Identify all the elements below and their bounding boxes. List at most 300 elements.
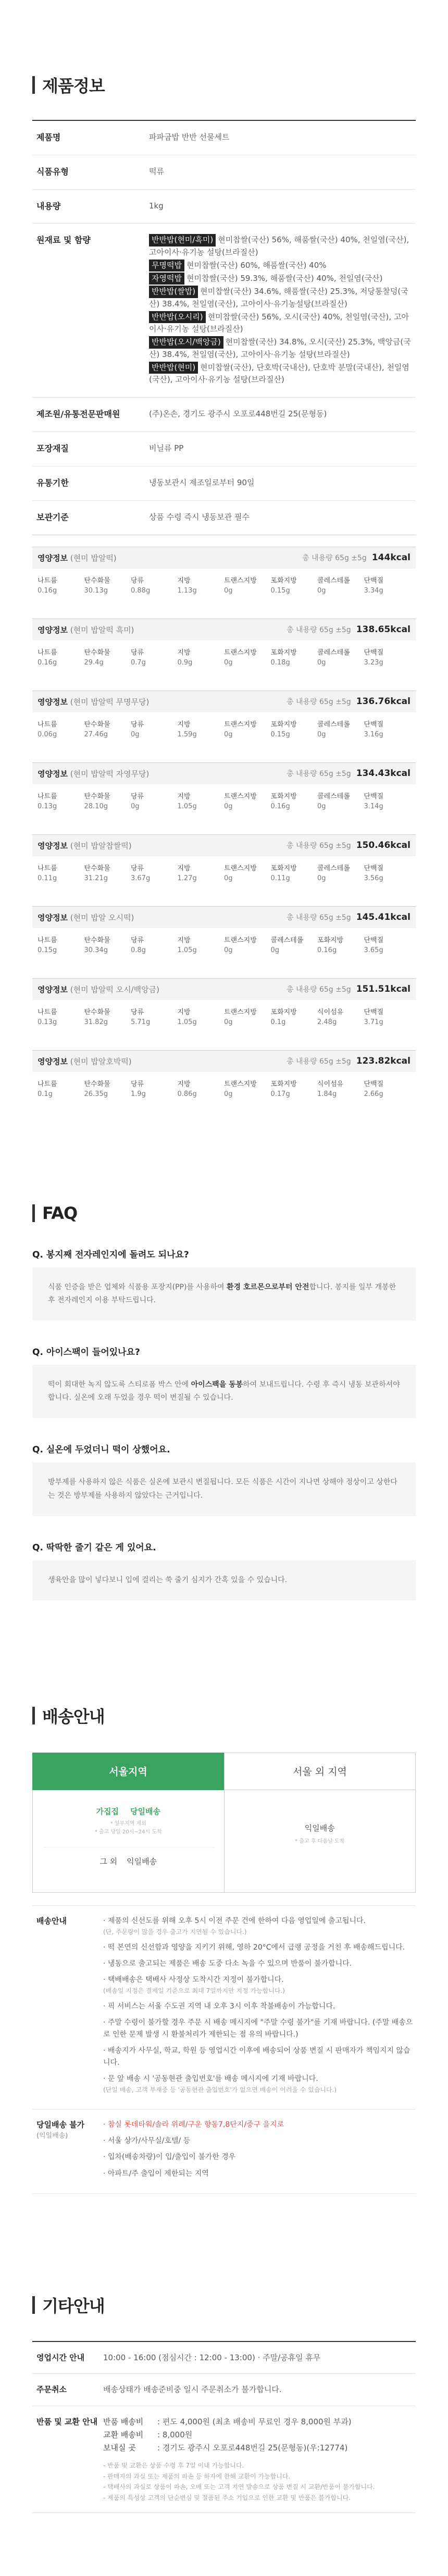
faq-item[interactable] bbox=[32, 1442, 416, 1515]
shipping-guide-label: 배송안내 bbox=[36, 1916, 67, 1926]
nutrient-value: 3.34g bbox=[364, 586, 383, 595]
ingredient-text: 현미찹쌀(국산) 59.3%, 해품쌀(국산) 40%, 천일염(국산) bbox=[186, 274, 383, 284]
nutrient-label: 포화지방 bbox=[270, 864, 297, 872]
nutrient-value: 3.14g bbox=[364, 802, 383, 810]
nutrient-label: 당류 bbox=[131, 576, 144, 585]
nutrition-header bbox=[32, 691, 416, 712]
nutrient-label: 트랜스지방 bbox=[224, 720, 257, 729]
shipping-guide-item: · 문 앞 배송 시 '공동현관 출입번호'를 배송 메시지에 기재 바랍니다. (단일 배송, 고객 부재중 등 '공동현관 출입번호'가 없으면 배송이 어려울 수 있습니다.) bbox=[103, 2073, 416, 2096]
nutrient-label: 탄수화물 bbox=[84, 1008, 110, 1016]
nutrition-title-group bbox=[38, 984, 159, 995]
nutrient-label: 지방 bbox=[177, 1080, 191, 1088]
info-value: (주)온손, 경기도 광주시 오포로448번길 25(문형동) bbox=[149, 409, 327, 419]
nutrient-value: 0.15g bbox=[270, 730, 290, 738]
cancel-label: 주문취소 bbox=[36, 2385, 67, 2395]
next-day-note: * 출고 후 다음날 도착 bbox=[295, 1838, 345, 1844]
info-label: 제품명 bbox=[36, 132, 61, 142]
nutrient-value: 31.21g bbox=[84, 874, 108, 882]
same-day-area: 가집집 bbox=[96, 1806, 119, 1816]
nutrient-value: 1.9g bbox=[131, 1090, 146, 1098]
info-row bbox=[32, 398, 416, 432]
nutrition-kcal: 138.65kcal bbox=[356, 624, 410, 635]
ingredient-text: 현미찹쌀(국산), 단호박(국내산), 단호박 분말(국내산), 천일염(국산), 고아이사·유기농 설탕(브라질산) bbox=[149, 362, 409, 385]
ingredient-tag: 무명떡밥 bbox=[149, 260, 184, 272]
title-bar bbox=[32, 1204, 35, 1222]
faq-question[interactable]: Q. 아이스팩이 들어있나요? bbox=[32, 1347, 140, 1358]
title-bar bbox=[32, 1707, 35, 1724]
nutrient-label: 지방 bbox=[177, 864, 191, 872]
nutrient-value: 0.11g bbox=[270, 874, 290, 882]
info-value: 냉동보관시 제조일로부터 90일 bbox=[149, 477, 255, 487]
nutrient-value: 1.05g bbox=[177, 1018, 197, 1026]
ingredient-line bbox=[149, 260, 416, 272]
ingredient-text: 현미찹쌀(국산) 34.8%, 오시(국산) 25.3%, 백앙금(국산) 38.4%, 천일염(국산), 고아이사·유기농 설탕(브라질산) bbox=[149, 337, 411, 359]
nutrition-box bbox=[32, 762, 416, 817]
return-row bbox=[32, 2406, 416, 2513]
hours-label: 영업시간 안내 bbox=[36, 2352, 85, 2362]
nutrient-label: 트랜스지방 bbox=[224, 1008, 257, 1016]
nutrient-value: 0.06g bbox=[38, 730, 57, 738]
nutrient-label: 단백질 bbox=[364, 648, 384, 657]
ingredient-text: 현미찹쌀(국산) 60%, 해품쌀(국산) 40% bbox=[186, 260, 327, 270]
info-label: 보관기준 bbox=[36, 512, 69, 522]
shipping-region-panels bbox=[32, 1790, 416, 1893]
product-info-section bbox=[32, 0, 416, 1104]
nutrition-header bbox=[32, 907, 416, 928]
nutrient-label: 트랜스지방 bbox=[224, 1080, 257, 1088]
nutrition-kcal: 150.46kcal bbox=[356, 840, 410, 851]
info-row bbox=[32, 190, 416, 224]
info-value: 떡류 bbox=[149, 166, 164, 176]
other-area-label: 그 외 bbox=[99, 1856, 118, 1866]
nutrient-label: 포화지방 bbox=[270, 648, 297, 657]
nutrient-value: 0.16g bbox=[38, 658, 57, 667]
unavailable-item: · 아파트/주 출입이 제한되는 지역 bbox=[103, 2169, 209, 2178]
nutrient-label: 당류 bbox=[131, 864, 144, 872]
ingredient-text: 현미찹쌀(국산) 34.6%, 해품쌀(국산) 25.3%, 저당통찰덩(국산) 38.4%, 천일염(국산), 고아이사·유기농설탕(브라질산) bbox=[149, 287, 408, 309]
shipping-guide-note: (단, 주문량이 많을 경우 출고가 지연될 수 있습니다.) bbox=[103, 1928, 247, 1936]
info-row bbox=[32, 501, 416, 535]
tab-seoul[interactable]: 서울지역 bbox=[32, 1753, 224, 1790]
return-info bbox=[103, 2415, 416, 2503]
info-label: 제조원/유통전문판매원 bbox=[36, 409, 120, 420]
nutrition-grid bbox=[32, 712, 416, 741]
nutrition-serving: 총 내용량 65g ±5g bbox=[287, 842, 351, 851]
nutrient-value: 0.16g bbox=[317, 946, 337, 954]
nutrition-summary bbox=[287, 984, 410, 994]
nutrient-label: 콜레스테롤 bbox=[317, 648, 350, 657]
shipping-title-text: 배송안내 bbox=[42, 1706, 105, 1727]
nutrient-value: 2.48g bbox=[317, 1018, 337, 1026]
nutrient-value: 3.65g bbox=[364, 946, 383, 954]
unavailable-label bbox=[32, 2119, 103, 2184]
nutrient-label: 당류 bbox=[131, 792, 144, 800]
nutrition-subtitle: (현미 밥알떡 오시/백앙금) bbox=[67, 984, 159, 994]
nutrient-value: 0g bbox=[224, 1018, 233, 1026]
ingredients-list bbox=[149, 234, 416, 387]
info-row-ingredients bbox=[32, 224, 416, 398]
shipping-guide-item: · 주말 수령이 불가할 경우 주문 시 배송 메시지에 "주말 수령 불가"를 기재 바랍니다. (주말 배송으로 인한 문제 발생 시 환불처리가 제한되는 점 유의 바랍니다.) bbox=[103, 2018, 413, 2039]
nutrient-value: 3.56g bbox=[364, 874, 383, 882]
nutrient-label: 콜레스테롤 bbox=[270, 936, 304, 944]
same-day-label: 당일배송 bbox=[130, 1806, 160, 1816]
ingredient-tag: 반반밥(오시리) bbox=[149, 311, 206, 323]
nutrient-label: 나트륨 bbox=[38, 792, 57, 800]
ingredient-tag: 반반밥(현미/흑미) bbox=[149, 234, 216, 246]
product-info-title bbox=[32, 73, 416, 97]
nutrition-kcal: 145.41kcal bbox=[356, 912, 410, 923]
nutrition-subtitle: (현미 밥알떡) bbox=[67, 553, 117, 563]
faq-item[interactable] bbox=[32, 1247, 416, 1321]
faq-answer: 생육안을 많이 넣다보니 입에 걸리는 쑥 줄기 심지가 간혹 있을 수 있습니다. bbox=[32, 1560, 416, 1600]
nutrition-serving: 총 내용량 65g ±5g bbox=[287, 985, 351, 994]
nutrition-box bbox=[32, 834, 416, 889]
nutrient-value: 0.9g bbox=[177, 658, 193, 667]
nutrition-title: 영양정보 bbox=[38, 697, 68, 707]
ingredient-tag: 반반밥(현미) bbox=[149, 362, 198, 374]
nutrient-label: 탄수화물 bbox=[84, 864, 110, 872]
shipping-info-table bbox=[32, 1905, 416, 2194]
nutrient-value: 0.88g bbox=[131, 586, 151, 595]
nutrition-header bbox=[32, 979, 416, 1000]
nutrition-list bbox=[32, 547, 416, 1104]
faq-question[interactable]: Q. 딱딱한 줄기 같은 게 있어요. bbox=[32, 1542, 156, 1553]
unavailable-list bbox=[103, 2119, 416, 2184]
nutrient-value: 0.15g bbox=[38, 946, 57, 954]
nutrient-label: 트랜스지방 bbox=[224, 792, 257, 800]
shipping-guide-note: (배송일 지정은 결제일 기준으로 최대 7일까지만 지정 가능합니다.) bbox=[103, 1987, 285, 1995]
nutrient-label: 포화지방 bbox=[270, 576, 297, 585]
info-value: 1kg bbox=[149, 201, 164, 211]
nutrient-value: 0.17g bbox=[270, 1090, 290, 1098]
other-info-title-text: 기타안내 bbox=[42, 2296, 105, 2316]
shipping-guide-note: (단일 배송, 고객 부재중 등 '공동현관 출입번호'가 없으면 배송이 어려울 수 있습니다.) bbox=[103, 2086, 337, 2094]
nutrition-serving: 총 내용량 65g ±5g bbox=[287, 770, 351, 779]
nutrition-subtitle: (현미 밥알 오시떡) bbox=[67, 913, 134, 922]
nutrient-label: 당류 bbox=[131, 720, 144, 729]
nutrition-serving: 총 내용량 65g ±5g bbox=[302, 554, 367, 563]
nutrient-value: 0.7g bbox=[131, 658, 146, 667]
nutrient-label: 지방 bbox=[177, 1008, 191, 1016]
nutrition-title-group bbox=[38, 552, 117, 563]
return-line bbox=[103, 2415, 416, 2429]
faq-answer: 떡이 회대한 녹지 않도록 스티로폼 박스 안에 아이스팩을 동봉하여 보내드립니다. 수령 후 즉시 냉동 보관하셔야 합니다. 실온에 오래 두었을 경우 떡이 변질될 수 있습니다. bbox=[32, 1365, 416, 1418]
faq-item[interactable] bbox=[32, 1345, 416, 1418]
nutrient-label: 단백질 bbox=[364, 1008, 384, 1016]
return-note: - 판매자의 과실 또는 제품의 파손 등 하자에 한해 교환이 가능합니다. bbox=[103, 2472, 291, 2480]
nutrient-label: 당류 bbox=[131, 936, 144, 944]
nutrient-value: 0.1g bbox=[270, 1018, 286, 1026]
nutrient-label: 탄수화물 bbox=[84, 792, 110, 800]
nutrition-subtitle: (현미 밥알떡 무명무당) bbox=[67, 697, 150, 707]
nutrient-value: 28.10g bbox=[84, 802, 108, 810]
unavailable-label-text: 당일배송 불가 bbox=[36, 2120, 85, 2130]
nutrient-value: 5.71g bbox=[131, 1018, 151, 1026]
nutrient-value: 0g bbox=[317, 730, 326, 738]
nutrient-value: 26.35g bbox=[84, 1090, 108, 1098]
seoul-panel bbox=[33, 1790, 225, 1892]
nutrition-box bbox=[32, 619, 416, 673]
shipping-guide-item: · 제품의 신선도를 위해 오후 5시 이전 주문 건에 한하여 다음 영업일에 출고됩니다. (단, 주문량이 많을 경우 출고가 지연될 수 있습니다.) bbox=[103, 1915, 416, 1938]
nutrient-label: 식이섬유 bbox=[317, 1008, 344, 1016]
nutrient-value: 1.05g bbox=[177, 802, 197, 810]
return-key: 교환 배송비 bbox=[103, 2430, 144, 2439]
nutrient-value: 0g bbox=[224, 802, 233, 810]
return-line bbox=[103, 2442, 416, 2455]
nutrient-value: 0.13g bbox=[38, 802, 57, 810]
ingredient-tag: 반반밥(쌀밥) bbox=[149, 286, 198, 298]
nutrition-serving: 총 내용량 65g ±5g bbox=[287, 698, 351, 707]
nutrient-label: 콜레스테롤 bbox=[317, 792, 350, 800]
cancel-value: 배송상태가 배송준비중 일시 주문취소가 불가합니다. bbox=[103, 2385, 282, 2395]
nutrient-value: 0g bbox=[224, 586, 233, 595]
nutrient-label: 단백질 bbox=[364, 576, 384, 585]
nutrient-value: 1.59g bbox=[177, 730, 197, 738]
nutrient-value: 30.34g bbox=[84, 946, 108, 954]
nutrient-value: 0g bbox=[224, 658, 233, 667]
nutrient-label: 단백질 bbox=[364, 936, 384, 944]
nutrient-label: 나트륨 bbox=[38, 1080, 57, 1088]
nutrient-value: 0.11g bbox=[38, 874, 57, 882]
return-lines bbox=[103, 2415, 416, 2454]
nutrient-label: 나트륨 bbox=[38, 936, 57, 944]
other-info-section bbox=[32, 2293, 416, 2513]
nutrient-value: 1.27g bbox=[177, 874, 197, 882]
nutrient-label: 트랜스지방 bbox=[224, 648, 257, 657]
nutrient-label: 나트륨 bbox=[38, 648, 57, 657]
shipping-title bbox=[32, 1704, 416, 1728]
nutrient-value: 3.23g bbox=[364, 658, 383, 667]
nutrient-value: 0g bbox=[224, 946, 233, 954]
nutrition-serving: 총 내용량 65g ±5g bbox=[287, 1057, 351, 1066]
nutrition-header bbox=[32, 835, 416, 856]
nutrient-value: 0.16g bbox=[38, 586, 57, 595]
nutrient-label: 포화지방 bbox=[270, 1008, 297, 1016]
info-label: 포장재질 bbox=[36, 443, 69, 454]
nutrient-value: 1.13g bbox=[177, 586, 197, 595]
other-info-table bbox=[32, 2341, 416, 2513]
shipping-guide-row bbox=[32, 1906, 416, 2110]
nutrient-value: 0g bbox=[317, 658, 326, 667]
nutrient-value: 0g bbox=[317, 586, 326, 595]
nutrition-summary bbox=[287, 912, 410, 922]
nutrition-title-group bbox=[38, 624, 134, 635]
nutrition-title: 영양정보 bbox=[38, 984, 68, 994]
nutrition-title-group bbox=[38, 912, 134, 923]
nutrient-label: 콜레스테롤 bbox=[317, 720, 350, 729]
faq-question[interactable]: Q. 봉지째 전자레인지에 돌려도 되나요? bbox=[32, 1249, 189, 1260]
nutrition-grid bbox=[32, 928, 416, 956]
faq-section bbox=[32, 1203, 416, 1600]
nutrient-label: 콜레스테롤 bbox=[317, 864, 350, 872]
nutrition-title-group bbox=[38, 1056, 132, 1067]
info-row bbox=[32, 121, 416, 155]
info-row bbox=[32, 466, 416, 501]
shipping-section bbox=[32, 1704, 416, 2194]
faq-question[interactable]: Q. 실온에 두었더니 떡이 상했어요. bbox=[32, 1445, 170, 1456]
nutrient-label: 단백질 bbox=[364, 864, 384, 872]
ingredient-tag: 반반밥(오시/백앙금) bbox=[149, 336, 223, 348]
nutrition-subtitle: (현미 밥알떡 흑미) bbox=[67, 625, 134, 635]
ingredient-line bbox=[149, 286, 416, 310]
ingredient-text: 현미찹쌀(국산) 56%, 해품쌀(국산) 40%, 천일염(국산), 고아이사·유기농 설탕(브라질산) bbox=[149, 235, 409, 257]
faq-title bbox=[32, 1203, 416, 1223]
ingredient-line bbox=[149, 311, 416, 336]
nutrition-summary bbox=[287, 840, 410, 851]
nutrition-header bbox=[32, 763, 416, 784]
nutrition-kcal: 144kcal bbox=[371, 552, 410, 563]
nutrient-value: 29.4g bbox=[84, 658, 104, 667]
same-day-notes bbox=[43, 1820, 214, 1837]
info-value: 비닐류 PP bbox=[149, 443, 184, 453]
nutrient-label: 나트륨 bbox=[38, 864, 57, 872]
title-bar bbox=[32, 2296, 35, 2314]
nutrient-value: 27.46g bbox=[84, 730, 108, 738]
nutrition-header bbox=[32, 1051, 416, 1072]
nutrient-label: 탄수화물 bbox=[84, 720, 110, 729]
nutrition-title: 영양정보 bbox=[38, 769, 68, 779]
nutrient-label: 당류 bbox=[131, 1080, 144, 1088]
ingredient-line bbox=[149, 234, 416, 258]
shipping-guide-item: · 떡 본연의 신선함과 영양을 지키기 위해, 영하 20°C에서 급랭 공정을 거친 후 배송해드립니다. bbox=[103, 1943, 405, 1952]
ingredient-text: 현미찹쌀(국산) 56%, 오시(국산) 40%, 천일염(국산), 고아이사·유기농 설탕(브라질산) bbox=[149, 312, 409, 334]
nutrient-value: 0g bbox=[317, 874, 326, 882]
unavailable-item: · 입차(배송차량)이 입/출입이 불가한 경우 bbox=[103, 2153, 236, 2162]
unavailable-sub: (익일배송) bbox=[36, 2131, 68, 2140]
nutrient-value: 0g bbox=[270, 946, 280, 954]
nutrient-value: 1.05g bbox=[177, 946, 197, 954]
nutrient-label: 당류 bbox=[131, 648, 144, 657]
nutrition-serving: 총 내용량 65g ±5g bbox=[287, 914, 351, 922]
nutrient-value: 0.86g bbox=[177, 1090, 197, 1098]
unavailable-item: · 참실 롯데타워/솔라 위례/구운 향동7,8단지/중구 을지로 bbox=[103, 2121, 284, 2129]
nutrition-summary bbox=[287, 696, 410, 707]
ingredient-line bbox=[149, 362, 416, 386]
unavailable-item: · 서울 상가/사무실/호텔/ 등 bbox=[103, 2137, 191, 2146]
nutrition-title: 영양정보 bbox=[38, 913, 68, 922]
nutrition-kcal: 123.82kcal bbox=[356, 1056, 410, 1067]
faq-answer-highlight: 환경 호르몬으로부터 안전 bbox=[226, 1283, 309, 1291]
nutrition-box bbox=[32, 1050, 416, 1104]
nutrient-value: 0.8g bbox=[131, 946, 146, 954]
nutrient-label: 콜레스테롤 bbox=[317, 576, 350, 585]
return-value: : 경기도 광주시 오포로448번길 25(문형동)(우:12774) bbox=[157, 2443, 348, 2452]
nutrient-label: 트랜스지방 bbox=[224, 936, 257, 944]
shipping-guide-item: · 냉동으로 출고되는 제품은 배송 도중 다소 녹을 수 있으며 반품이 불가합니다. bbox=[103, 1959, 352, 1968]
return-notes bbox=[103, 2460, 416, 2503]
nutrient-value: 30.13g bbox=[84, 586, 108, 595]
nutrient-value: 3.71g bbox=[364, 1018, 383, 1026]
tab-outside-seoul[interactable]: 서울 외 지역 bbox=[224, 1753, 416, 1790]
shipping-guide-item: · 배송지가 사무실, 학교, 학원 등 영업시간 이후에 배송되어 상품 변질 시 판매자가 책임지지 않습니다. bbox=[103, 2047, 410, 2067]
nutrition-box bbox=[32, 978, 416, 1032]
return-line bbox=[103, 2429, 416, 2442]
nutrient-label: 지방 bbox=[177, 576, 191, 585]
nutrient-label: 탄수화물 bbox=[84, 1080, 110, 1088]
shipping-guide-list bbox=[103, 1915, 416, 2100]
nutrient-label: 포화지방 bbox=[270, 1080, 297, 1088]
info-label: 내용량 bbox=[36, 201, 61, 211]
faq-answer: 방부제를 사용하지 않은 식품은 실온에 보관시 변질됩니다. 모든 식품은 시간이 지나면 상해야 정상이고 상한다는 것은 방부제를 사용하지 않았다는 근거입니다. bbox=[32, 1462, 416, 1515]
nutrient-value: 0g bbox=[317, 802, 326, 810]
return-note: - 제품의 특성상 고객의 단순변심 및 절품된 주소 기입으로 인한 교환 및 반품은 불가합니다. bbox=[103, 2494, 351, 2501]
same-day-note: * 출고 당일 20시~24시 도착 bbox=[94, 1829, 162, 1835]
other-area-value: 익일배송 bbox=[127, 1856, 157, 1866]
nutrient-value: 0g bbox=[224, 874, 233, 882]
product-info-title-text: 제품정보 bbox=[42, 76, 105, 96]
other-area-row bbox=[43, 1847, 214, 1867]
info-label: 원재료 및 함량 bbox=[36, 235, 91, 245]
nutrition-title-group bbox=[38, 696, 149, 707]
nutrition-title: 영양정보 bbox=[38, 625, 68, 635]
shipping-guide-item: · 택배배송은 택배사 사정상 도착시간 지정이 불가합니다. (배송일 지정은 결제일 기준으로 최대 7일까지만 지정 가능합니다.) bbox=[103, 1974, 416, 1996]
nutrient-label: 탄수화물 bbox=[84, 936, 110, 944]
unavailable-row bbox=[32, 2110, 416, 2193]
other-info-title bbox=[32, 2293, 416, 2317]
return-value: : 8,000원 bbox=[157, 2430, 193, 2439]
nutrition-grid bbox=[32, 1000, 416, 1028]
nutrient-label: 나트륨 bbox=[38, 1008, 57, 1016]
nutrient-value: 0.18g bbox=[270, 658, 290, 667]
nutrient-label: 지방 bbox=[177, 720, 191, 729]
next-day-label: 익일배송 bbox=[304, 1823, 335, 1833]
nutrition-title: 영양정보 bbox=[38, 553, 68, 563]
nutrient-value: 0g bbox=[224, 1090, 233, 1098]
faq-list bbox=[32, 1247, 416, 1600]
nutrient-value: 0.16g bbox=[270, 802, 290, 810]
cancel-row bbox=[32, 2374, 416, 2406]
title-bar bbox=[32, 76, 35, 94]
nutrition-kcal: 136.76kcal bbox=[356, 696, 410, 707]
nutrition-title: 영양정보 bbox=[38, 1056, 68, 1066]
nutrition-grid bbox=[32, 784, 416, 812]
shipping-guide-item: · 픽 서비스는 서울 수도권 지역 내 오후 3시 이후 착불배송이 가능합니다. bbox=[103, 2002, 335, 2011]
nutrient-label: 포화지방 bbox=[317, 936, 344, 944]
nutrient-label: 포화지방 bbox=[270, 792, 297, 800]
nutrient-value: 31.82g bbox=[84, 1018, 108, 1026]
nutrient-value: 0g bbox=[224, 730, 233, 738]
return-value: : 편도 4,000원 (최초 배송비 무료인 경우 8,000원 부과) bbox=[157, 2417, 352, 2427]
nutrition-kcal: 151.51kcal bbox=[356, 984, 410, 995]
nutrient-label: 포화지방 bbox=[270, 720, 297, 729]
nutrition-summary bbox=[287, 768, 410, 779]
info-row bbox=[32, 155, 416, 190]
nutrition-grid bbox=[32, 1072, 416, 1100]
nutrient-label: 지방 bbox=[177, 648, 191, 657]
faq-answer: 식품 인증을 받은 업체와 식품용 포장지(PP)를 사용하여 환경 호르몬으로부터 안전합니다. 봉지를 일부 개봉한 후 전자레인지 이용 부탁드립니다. bbox=[32, 1267, 416, 1321]
nutrient-value: 0g bbox=[131, 730, 140, 738]
faq-item[interactable] bbox=[32, 1540, 416, 1600]
info-label: 식품유형 bbox=[36, 166, 69, 177]
nutrition-summary bbox=[287, 1056, 410, 1066]
nutrient-label: 지방 bbox=[177, 792, 191, 800]
return-label: 반품 및 교환 안내 bbox=[36, 2417, 98, 2427]
nutrition-title-group bbox=[38, 840, 132, 851]
nutrition-serving: 총 내용량 65g ±5g bbox=[287, 626, 351, 635]
nutrition-summary bbox=[302, 552, 410, 563]
nutrient-value: 0.13g bbox=[38, 1018, 57, 1026]
faq-answer-highlight: 아이스팩을 동봉 bbox=[191, 1380, 243, 1389]
info-row bbox=[32, 432, 416, 466]
nutrient-label: 단백질 bbox=[364, 720, 384, 729]
return-key: 반품 배송비 bbox=[103, 2417, 144, 2427]
nutrition-box bbox=[32, 906, 416, 960]
nutrition-grid bbox=[32, 640, 416, 669]
ingredient-line bbox=[149, 273, 416, 285]
info-label: 유통기한 bbox=[36, 477, 69, 488]
hours-value: 10:00 - 16:00 (점심시간 : 12:00 - 13:00) · 주말/공휴일 휴무 bbox=[103, 2352, 321, 2362]
nutrition-subtitle: (현미 밥알찹쌀떡) bbox=[67, 841, 132, 851]
